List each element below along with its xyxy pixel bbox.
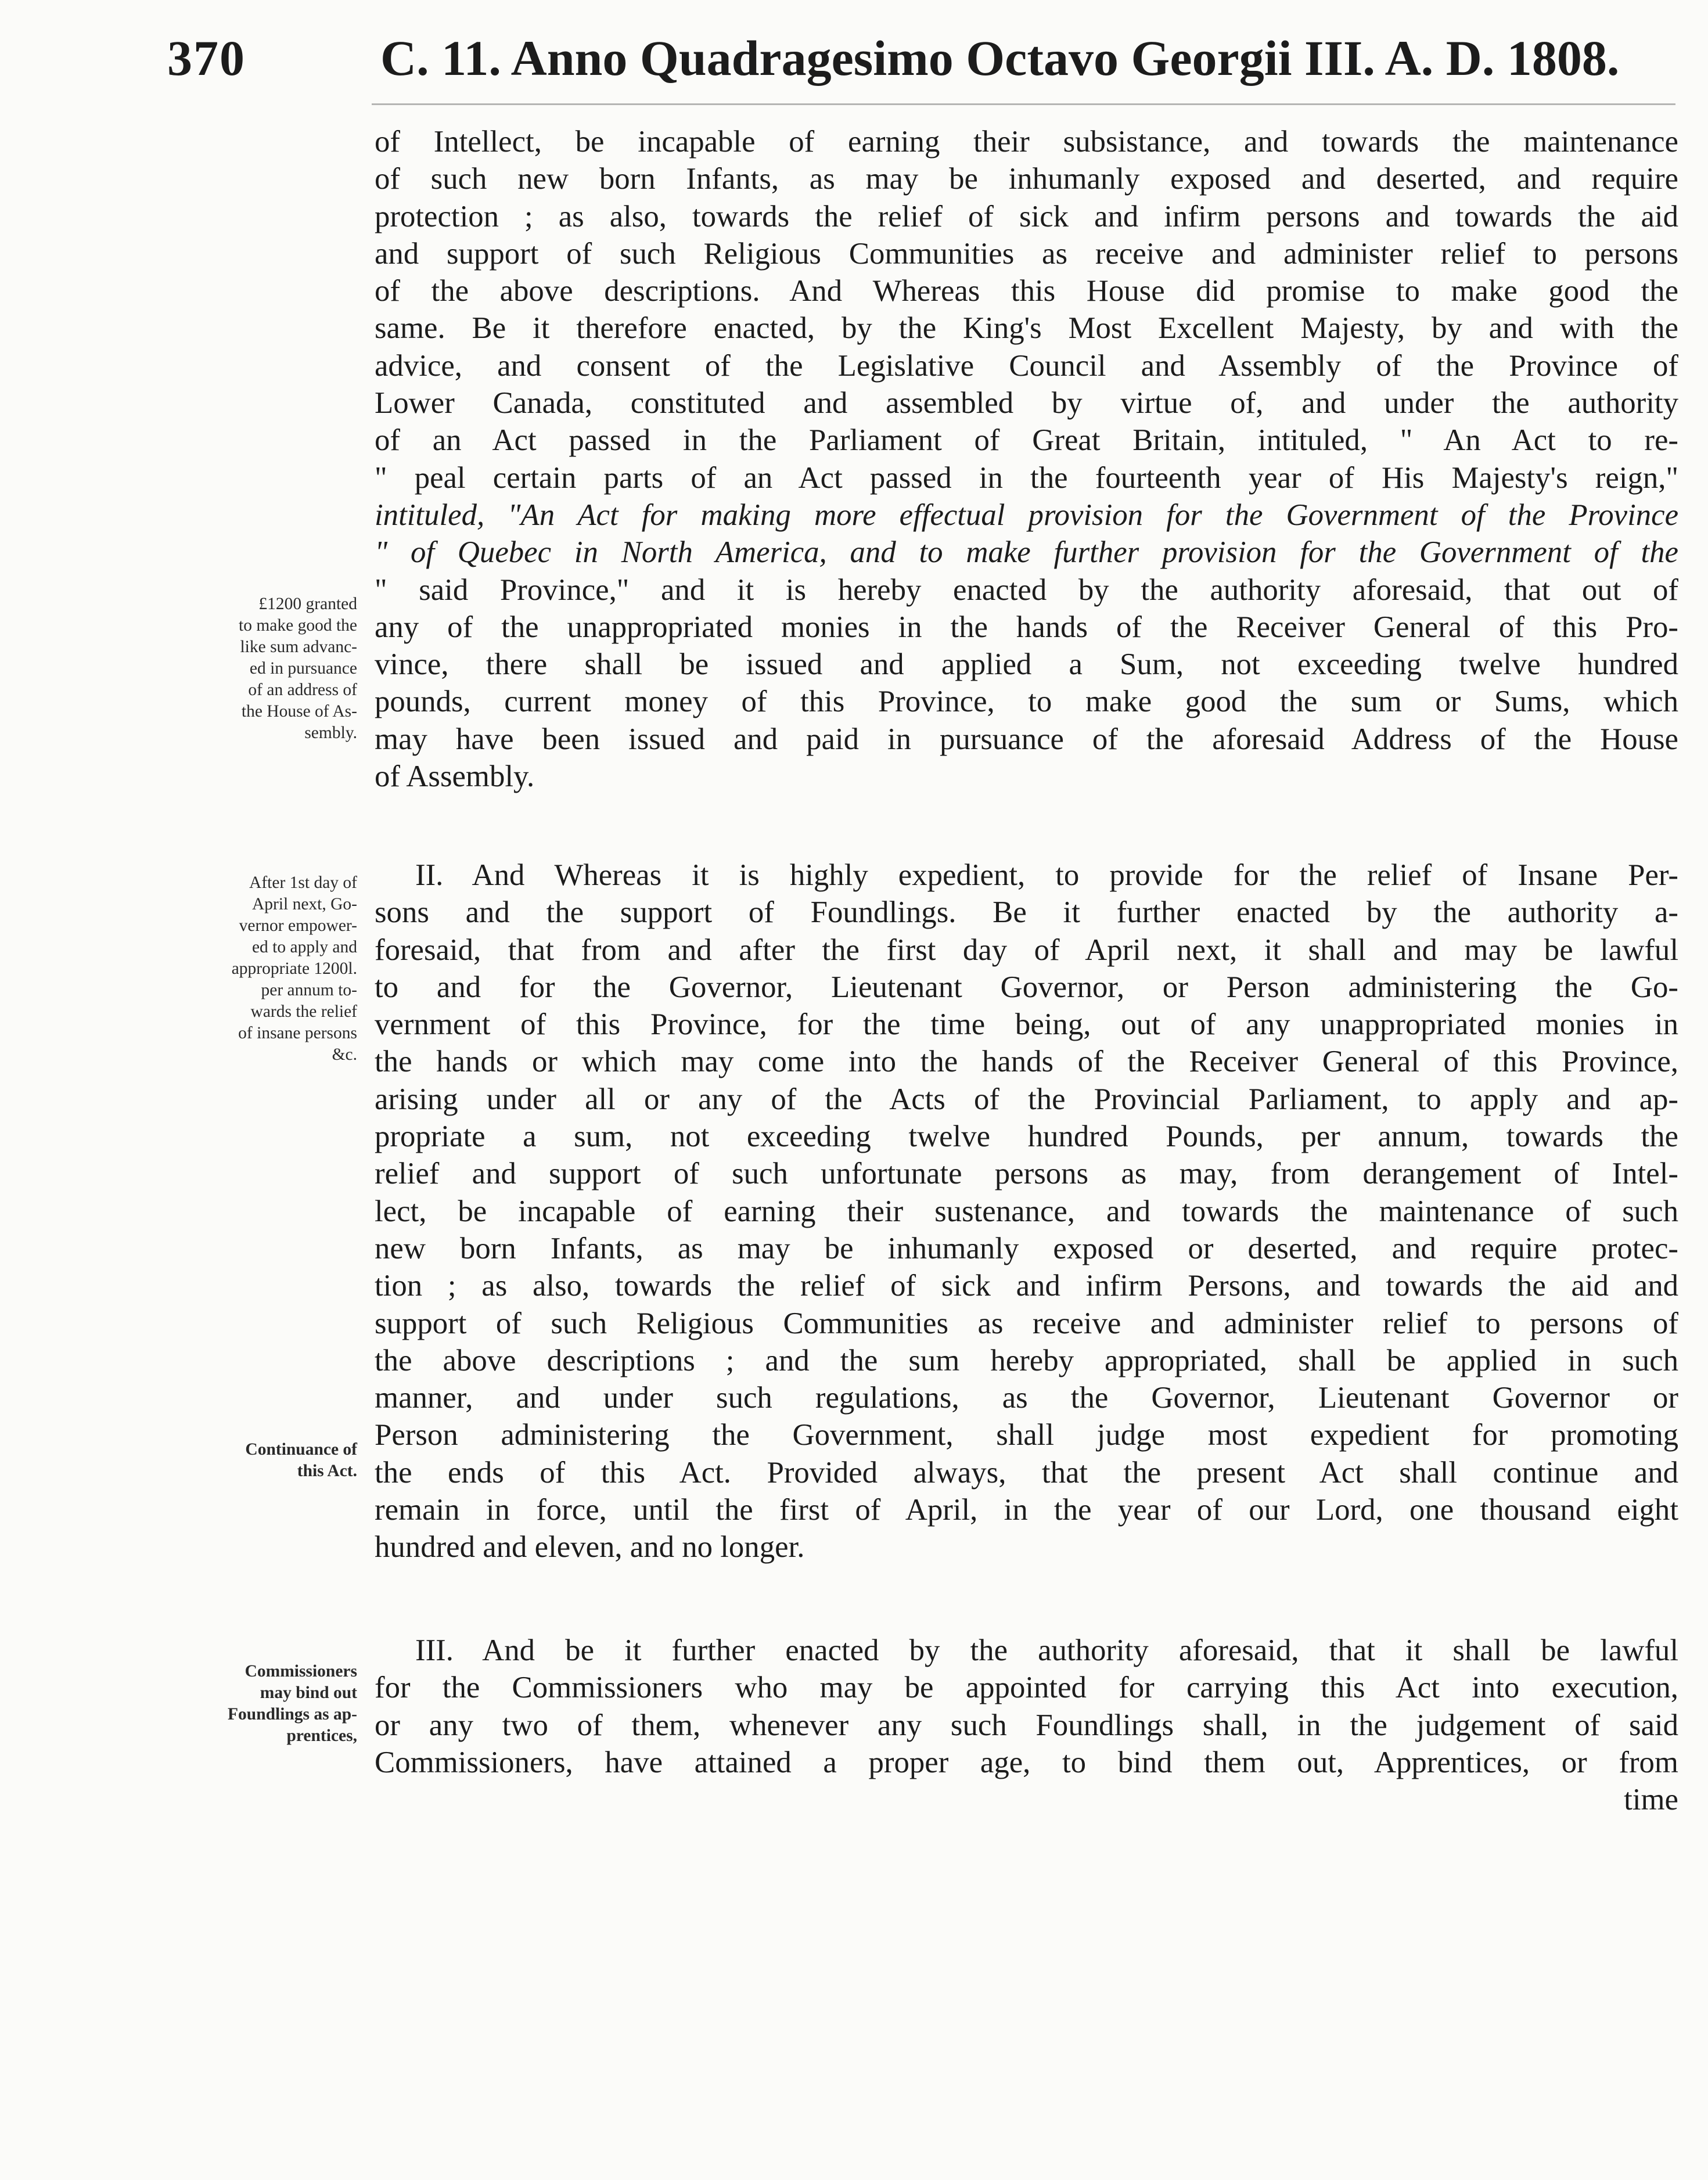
- margin-note-line: this Act.: [297, 1462, 357, 1480]
- text-line: of an Act passed in the Parliament of Great Britain, intituled, " An Act to re-: [375, 423, 1678, 458]
- text-line: of Assembly.: [375, 760, 535, 794]
- margin-note-line: of insane persons: [238, 1024, 357, 1042]
- margin-note-line: ed to apply and: [251, 938, 357, 956]
- text-line: propriate a sum, not exceeding twelve hundred Pounds, per annum, towards the: [375, 1120, 1678, 1154]
- margin-note-line: appropriate 1200l.: [231, 959, 357, 978]
- header-rule: [372, 103, 1675, 105]
- text-line: and support of such Religious Communities as receive and administer relief to persons: [375, 236, 1678, 271]
- text-line: of such new born Infants, as may be inhumanly exposed and deserted, and require: [375, 162, 1678, 196]
- text-line: of the above descriptions. And Whereas this House did promise to make good the: [375, 274, 1678, 308]
- margin-note-line: Commissioners: [244, 1662, 357, 1681]
- text-line: same. Be it therefore enacted, by the King's Most Excellent Majesty, by and with the: [375, 311, 1678, 346]
- text-line: the ends of this Act. Provided always, that the present Act shall continue and: [375, 1455, 1678, 1490]
- text-line: new born Infants, as may be inhumanly exposed or deserted, and require protec-: [375, 1231, 1678, 1265]
- text-line: sons and the support of Foundlings. Be it further enacted by the authority a-: [375, 895, 1678, 930]
- margin-note-line: may bind out: [260, 1683, 357, 1702]
- section-3-text: [375, 1632, 1678, 1818]
- running-head: C. 11. Anno Quadragesimo Octavo Georgii III. A. D. 1808.: [380, 30, 1620, 86]
- margin-note-line: April next, Go-: [251, 895, 357, 913]
- margin-note-1: [148, 593, 357, 744]
- margin-note-line: per annum to-: [261, 981, 357, 999]
- section-2-text: [375, 857, 1678, 1566]
- margin-note-line: After 1st day of: [249, 873, 357, 892]
- text-line: arising under all or any of the Acts of the Provincial Parliament, to apply and ap-: [375, 1082, 1678, 1116]
- text-line: manner, and under such regulations, as the Governor, Lieutenant Governor or: [375, 1381, 1678, 1415]
- margin-note-line: of an address of: [248, 681, 357, 699]
- text-line: foresaid, that from and after the first day of April next, it shall and may be lawful: [375, 933, 1678, 967]
- text-line: hundred and eleven, and no longer.: [375, 1530, 805, 1564]
- margin-note-3: [148, 1439, 357, 1482]
- margin-note-line: to make good the: [239, 616, 357, 635]
- text-line: relief and support of such unfortunate persons as may, from derangement of Intel-: [375, 1157, 1678, 1191]
- text-line: " of Quebec in North America, and to make further provision for the Government of the: [375, 535, 1678, 570]
- text-line: " peal certain parts of an Act passed in the fourteenth year of His Majesty's reign,": [375, 461, 1678, 495]
- text-line: Person administering the Government, shall judge most expedient for promoting: [375, 1418, 1678, 1452]
- margin-note-2: [148, 872, 357, 1066]
- section-1-text: [375, 123, 1678, 795]
- text-line: support of such Religious Communities as receive and administer relief to persons of: [375, 1306, 1678, 1340]
- page-number: 370: [167, 30, 246, 86]
- text-line: " said Province," and it is hereby enacted by the authority aforesaid, that out of: [375, 573, 1678, 607]
- text-line: lect, be incapable of earning their sustenance, and towards the maintenance of such: [375, 1194, 1678, 1228]
- text-line: II. And Whereas it is highly expedient, to provide for the relief of Insane Per-: [415, 858, 1678, 892]
- margin-note-line: &c.: [332, 1045, 357, 1064]
- text-line: intituled, "An Act for making more effectual provision for the Government of the Province: [375, 498, 1678, 532]
- text-line: pounds, current money of this Province, to make good the sum or Sums, which: [375, 685, 1678, 719]
- margin-note-line: sembly.: [304, 724, 357, 742]
- text-line: protection ; as also, towards the relief of sick and infirm persons and towards the aid: [375, 199, 1678, 233]
- text-line: may have been issued and paid in pursuance of the aforesaid Address of the House: [375, 722, 1678, 756]
- text-line: or any two of them, whenever any such Foundlings shall, in the judgement of said: [375, 1708, 1678, 1742]
- text-line: Lower Canada, constituted and assembled by virtue of, and under the authority: [375, 386, 1678, 420]
- text-line: for the Commissioners who may be appointed for carrying this Act into execution,: [375, 1671, 1678, 1705]
- margin-note-line: the House of As-: [241, 702, 357, 721]
- text-line: any of the unappropriated monies in the hands of the Receiver General of this Pro-: [375, 610, 1678, 644]
- catchword: time: [1624, 1783, 1678, 1817]
- margin-note-line: vernor empower-: [239, 916, 357, 935]
- text-line: advice, and consent of the Legislative Council and Assembly of the Province of: [375, 348, 1678, 383]
- text-line: of Intellect, be incapable of earning their subsistance, and towards the maintenance: [375, 125, 1678, 159]
- text-line: the above descriptions ; and the sum hereby appropriated, shall be applied in such: [375, 1343, 1678, 1377]
- text-line: tion ; as also, towards the relief of sick and infirm Persons, and towards the aid and: [375, 1269, 1678, 1303]
- text-line: III. And be it further enacted by the authority aforesaid, that it shall be lawful: [415, 1634, 1678, 1667]
- text-line: vince, there shall be issued and applied a Sum, not exceeding twelve hundred: [375, 647, 1678, 682]
- margin-note-line: £1200 granted: [258, 595, 357, 613]
- text-line: vernment of this Province, for the time being, out of any unappropriated monies in: [375, 1008, 1678, 1042]
- margin-note-line: wards the relief: [250, 1002, 357, 1021]
- text-line: Commissioners, have attained a proper age, to bind them out, Apprentices, or from: [375, 1745, 1678, 1779]
- margin-note-line: Continuance of: [245, 1440, 357, 1459]
- text-line: to and for the Governor, Lieutenant Governor, or Person administering the Go-: [375, 970, 1678, 1004]
- margin-note-4: [148, 1661, 357, 1747]
- text-line: remain in force, until the first of April, in the year of our Lord, one thousand eight: [375, 1493, 1678, 1527]
- margin-note-line: Foundlings as ap-: [228, 1705, 357, 1724]
- margin-note-line: ed in pursuance: [249, 659, 357, 678]
- margin-note-line: prentices,: [286, 1726, 357, 1745]
- margin-note-line: like sum advanc-: [240, 638, 357, 656]
- text-line: the hands or which may come into the hands of the Receiver General of this Province,: [375, 1045, 1678, 1079]
